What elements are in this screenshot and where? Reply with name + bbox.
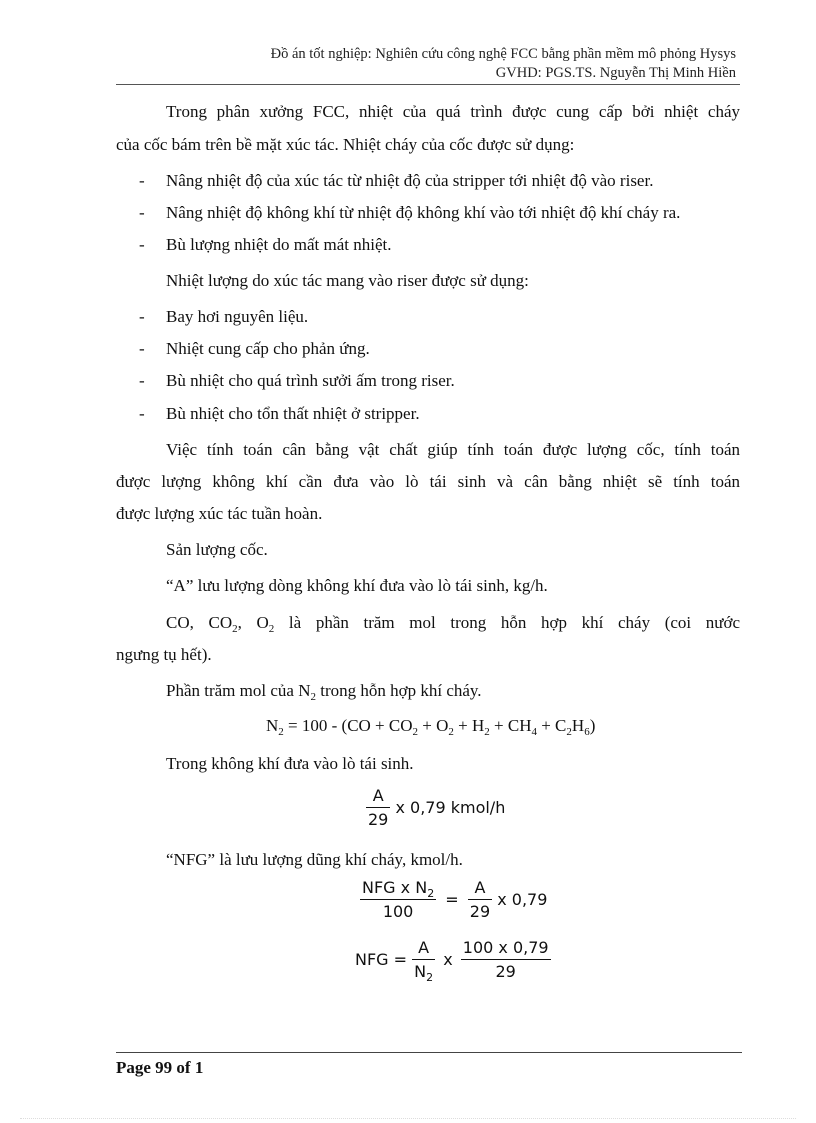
- list-item: Bù nhiệt cho tổn thất nhiệt ở stripper.: [166, 404, 420, 423]
- bullet-dash: -: [139, 235, 145, 254]
- paragraph-n2-percent: Phần trăm mol của $N_2$ trong hỗn hợp khí cháy.: [166, 681, 482, 703]
- paragraph-balance: [116, 440, 740, 504]
- list-item: Nâng nhiệt độ của xúc tác từ nhiệt độ của stripper tới nhiệt độ vào riser.: [166, 171, 654, 190]
- equation-n2: $N_2 = 100 - (CO + CO_2 + O_2 + H_2 + CH_4 + C_2H_6)$: [266, 716, 596, 738]
- section-coke-yield: Sản lượng cốc.: [166, 540, 268, 559]
- footer-divider: [116, 1052, 742, 1053]
- fraction: $\frac{A}{29}$: [469, 878, 491, 921]
- fraction: $\frac{100 x 0,79}{29}$: [462, 938, 549, 981]
- list-item: Bù lượng nhiệt do mất mát nhiệt.: [166, 235, 392, 254]
- list-item: Bay hơi nguyên liệu.: [166, 307, 309, 326]
- equation-nfg: NFG = $\frac{A}{N_2}$ x $\frac{100 x 0,79}{29}$: [355, 938, 549, 984]
- bullet-dash: -: [139, 203, 145, 222]
- fraction: $\frac{NFG x N_2}{100}$: [362, 878, 435, 921]
- text-line: ngưng tụ hết).: [116, 645, 212, 664]
- equation-nfg-balance: $\frac{NFG x N_2}{100}$ = $\frac{A}{29}$ x 0,79: [362, 878, 548, 921]
- paragraph-gas-composition: [116, 613, 740, 633]
- text-line: Việc tính toán cân bằng vật chất giúp tính toán được lượng cốc, tính toán: [166, 440, 740, 459]
- bullet-dash: -: [139, 371, 145, 390]
- paragraph-riser-heat: Nhiệt lượng do xúc tác mang vào riser được sử dụng:: [166, 271, 529, 290]
- header-title: Đồ án tốt nghiệp: Nghiên cứu công nghệ FCC bằng phần mềm mô phỏng Hysys: [270, 46, 736, 62]
- list-item: Nâng nhiệt độ không khí từ nhiệt độ không khí vào tới nhiệt độ khí cháy ra.: [166, 203, 681, 222]
- bullet-dash: -: [139, 171, 145, 190]
- page-header: [116, 45, 736, 83]
- page-edge: [20, 1118, 796, 1119]
- fraction: $\frac{A}{N_2}$: [414, 938, 434, 984]
- paragraph-air: Trong không khí đưa vào lò tái sinh.: [166, 754, 414, 773]
- bullet-dash: -: [139, 307, 145, 326]
- definition-nfg: “NFG” là lưu lượng dũng khí cháy, kmol/h.: [166, 850, 463, 869]
- list-item: Bù nhiệt cho quá trình sưởi ấm trong riser.: [166, 371, 455, 390]
- header-divider: [116, 84, 740, 85]
- text-line: Trong phân xưởng FCC, nhiệt của quá trình được cung cấp bởi nhiệt cháy: [166, 102, 740, 121]
- text-line: được lượng xúc tác tuần hoàn.: [116, 504, 323, 523]
- text-line: được lượng không khí cần đưa vào lò tái sinh và cân bằng nhiệt sẽ tính toán: [116, 472, 740, 491]
- definition-a: “A” lưu lượng dòng không khí đưa vào lò tái sinh, kg/h.: [166, 576, 548, 595]
- fraction: $\frac{A}{29}$: [368, 786, 389, 829]
- list-item: Nhiệt cung cấp cho phản ứng.: [166, 339, 370, 358]
- bullet-dash: -: [139, 404, 145, 423]
- text-line: CO, $CO_2$, $O_2$ là phần trăm mol trong hỗn hợp khí cháy (coi nước: [166, 613, 741, 635]
- equation-air-flow: $\frac{A}{29}$ x 0,79 kmol/h: [368, 786, 506, 829]
- bullet-dash: -: [139, 339, 145, 358]
- header-supervisor: GVHD: PGS.TS. Nguyễn Thị Minh Hiền: [495, 65, 736, 81]
- paragraph-heat-source: [116, 102, 740, 122]
- page-number: Page 99 of 1: [116, 1058, 204, 1077]
- text-line: của cốc bám trên bề mặt xúc tác. Nhiệt cháy của cốc được sử dụng:: [116, 135, 575, 154]
